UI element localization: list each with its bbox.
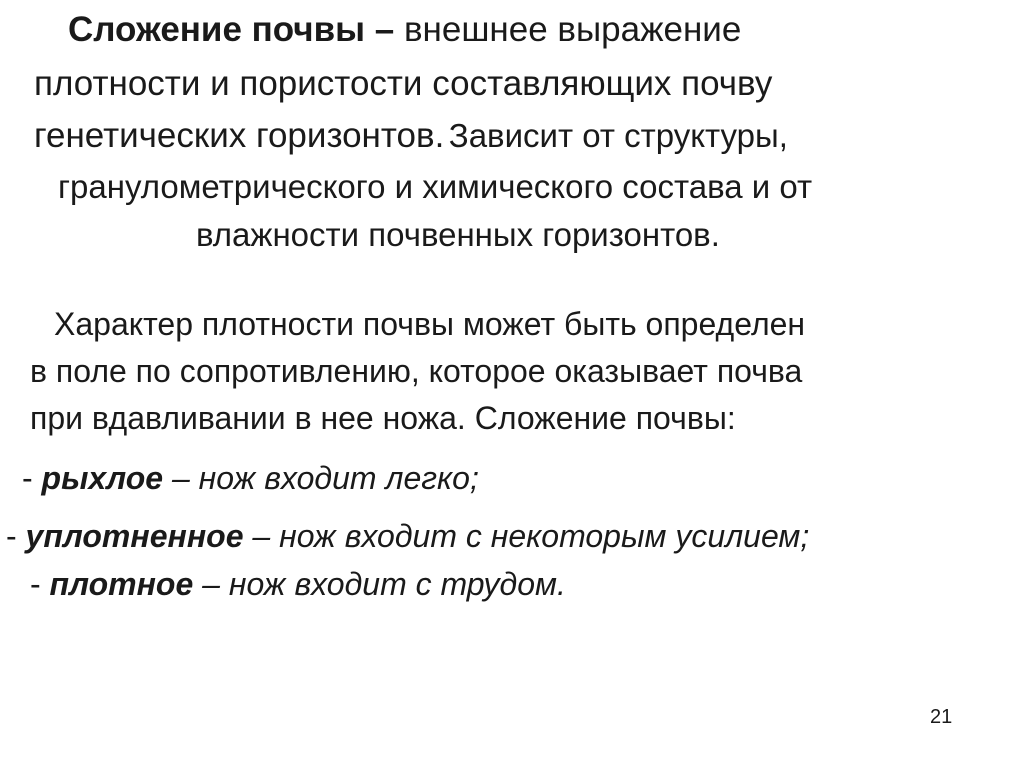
list-item bbox=[22, 462, 479, 494]
intro-line-1 bbox=[68, 12, 741, 47]
intro-line-2: плотности и пористости составляющих почву bbox=[34, 64, 773, 103]
list-term: уплотненное bbox=[25, 518, 244, 554]
list-description: – нож входит легко; bbox=[163, 460, 479, 496]
intro-term: Сложение почвы – bbox=[68, 10, 395, 49]
body-line-1: Характер плотности почвы может быть определен bbox=[54, 306, 806, 342]
intro-line-1-text: внешнее выражение bbox=[403, 10, 742, 49]
intro-line-3 bbox=[34, 118, 788, 153]
intro-line-4: гранулометрического и химического состава и от bbox=[58, 168, 813, 205]
intro-line-3b: Зависит от структуры, bbox=[448, 117, 788, 154]
list-term: рыхлое bbox=[41, 460, 164, 496]
intro-line-5: влажности почвенных горизонтов. bbox=[196, 216, 720, 253]
list-dash: - bbox=[22, 460, 42, 496]
list-dash: - bbox=[30, 566, 50, 602]
list-dash: - bbox=[6, 518, 26, 554]
intro-line-3a: генетических горизонтов. bbox=[34, 116, 445, 155]
list-item bbox=[6, 520, 809, 552]
list-item bbox=[30, 568, 566, 600]
body-line-3: при вдавливании в нее ножа. Сложение почвы: bbox=[30, 400, 736, 436]
list-description: – нож входит с некоторым усилием; bbox=[243, 518, 810, 554]
body-line-2: в поле по сопротивлению, которое оказывает почва bbox=[30, 353, 803, 389]
list-term: плотное bbox=[49, 566, 194, 602]
list-description: – нож входит с трудом. bbox=[193, 566, 566, 602]
page-number: 21 bbox=[930, 706, 953, 728]
